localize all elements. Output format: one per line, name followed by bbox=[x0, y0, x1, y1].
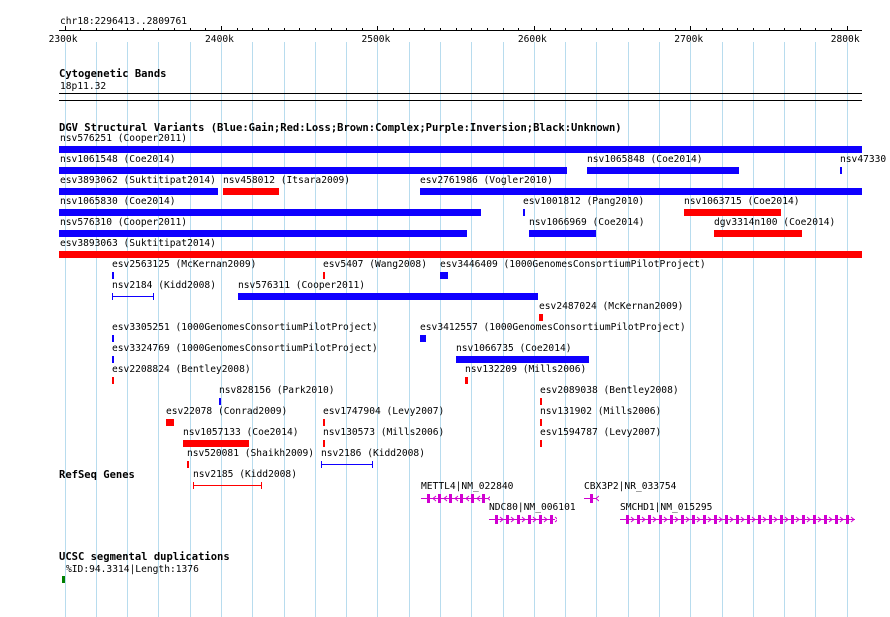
dgv-feature-label: esv1747904 (Levy2007) bbox=[323, 406, 445, 417]
dgv-feature-bar[interactable] bbox=[59, 230, 467, 237]
dgv-feature-label: nsv520081 (Shaikh2009) bbox=[187, 448, 315, 459]
dgv-feature-label: nsv47330 bbox=[840, 154, 887, 165]
ruler-tick-label: 2300k bbox=[48, 34, 78, 45]
dgv-feature-label: esv22078 (Conrad2009) bbox=[166, 406, 288, 417]
dgv-feature-bar[interactable] bbox=[59, 146, 862, 153]
refseq-track-title: RefSeq Genes bbox=[59, 469, 135, 481]
dgv-feature-bar[interactable] bbox=[59, 251, 862, 258]
dgv-feature-label: esv1594787 (Levy2007) bbox=[540, 427, 662, 438]
dgv-feature-label: esv5407 (Wang2008) bbox=[323, 259, 427, 270]
dgv-feature-label: esv2089038 (Bentley2008) bbox=[540, 385, 679, 396]
dgv-feature-bar[interactable] bbox=[587, 167, 739, 174]
dgv-feature-label: nsv1057133 (Coe2014) bbox=[183, 427, 299, 438]
dgv-feature-bar[interactable] bbox=[238, 293, 538, 300]
dgv-feature-bar[interactable] bbox=[219, 398, 221, 405]
dgv-feature-label: esv3324769 (1000GenomesConsortiumPilotProject) bbox=[112, 343, 378, 354]
dgv-feature-bar[interactable] bbox=[440, 272, 448, 279]
dgv-feature-bar[interactable] bbox=[714, 230, 802, 237]
dgv-feature-bar[interactable] bbox=[465, 377, 468, 384]
dgv-feature-label: nsv1061548 (Coe2014) bbox=[60, 154, 176, 165]
dgv-feature-label: nsv1066735 (Coe2014) bbox=[456, 343, 572, 354]
dgv-feature-bar[interactable] bbox=[420, 335, 426, 342]
refseq-gene-label: METTL4|NM_022840 bbox=[421, 481, 514, 492]
dgv-feature-label: nsv130573 (Mills2006) bbox=[323, 427, 445, 438]
dgv-feature-span[interactable] bbox=[321, 461, 373, 468]
dgv-feature-bar[interactable] bbox=[540, 440, 542, 447]
ruler-tick-label: 2700k bbox=[674, 34, 704, 45]
dgv-span-line bbox=[194, 485, 261, 486]
segdup-feature-bar[interactable] bbox=[62, 576, 65, 583]
ruler-tick-label: 2600k bbox=[517, 34, 547, 45]
dgv-feature-label: esv2761986 (Vogler2010) bbox=[420, 175, 553, 186]
refseq-gene-label: SMCHD1|NM_015295 bbox=[620, 502, 713, 513]
dgv-feature-label: esv3893063 (Suktitipat2014) bbox=[60, 238, 216, 249]
dgv-feature-label: nsv576251 (Cooper2011) bbox=[60, 133, 188, 144]
refseq-gene-model[interactable] bbox=[421, 493, 490, 503]
dgv-feature-bar[interactable] bbox=[684, 209, 781, 216]
region-label: chr18:2296413..2809761 bbox=[60, 16, 188, 27]
dgv-feature-label: nsv1066969 (Coe2014) bbox=[529, 217, 645, 228]
dgv-span-line bbox=[322, 464, 372, 465]
cytoband-ideogram[interactable] bbox=[59, 93, 862, 101]
dgv-feature-bar[interactable] bbox=[540, 398, 542, 405]
ruler-tick-label: 2400k bbox=[205, 34, 234, 45]
dgv-feature-label: nsv1065848 (Coe2014) bbox=[587, 154, 703, 165]
dgv-feature-label: esv3446409 (1000GenomesConsortiumPilotProject) bbox=[440, 259, 706, 270]
cytoband-label: 18p11.32 bbox=[60, 81, 107, 92]
dgv-feature-label: esv2487024 (McKernan2009) bbox=[539, 301, 684, 312]
dgv-feature-label: esv2563125 (McKernan2009) bbox=[112, 259, 257, 270]
dgv-feature-label: nsv132209 (Mills2006) bbox=[465, 364, 587, 375]
dgv-feature-label: nsv576311 (Cooper2011) bbox=[238, 280, 366, 291]
dgv-feature-bar[interactable] bbox=[323, 419, 325, 426]
refseq-gene-label: NDC80|NM_006101 bbox=[489, 502, 576, 513]
dgv-feature-label: nsv2185 (Kidd2008) bbox=[193, 469, 297, 480]
dgv-feature-bar[interactable] bbox=[529, 230, 596, 237]
cytoband-track-title: Cytogenetic Bands bbox=[59, 68, 167, 80]
segdup-track-title: UCSC segmental duplications bbox=[59, 551, 230, 563]
dgv-feature-label: nsv2186 (Kidd2008) bbox=[321, 448, 425, 459]
dgv-feature-bar[interactable] bbox=[112, 335, 114, 342]
dgv-feature-bar[interactable] bbox=[840, 167, 842, 174]
dgv-feature-bar[interactable] bbox=[183, 440, 249, 447]
dgv-feature-bar[interactable] bbox=[112, 377, 114, 384]
dgv-feature-bar[interactable] bbox=[523, 209, 525, 216]
ruler-tick-label: 2500k bbox=[361, 34, 391, 45]
dgv-feature-bar[interactable] bbox=[323, 272, 325, 279]
dgv-feature-label: dgv3314n100 (Coe2014) bbox=[714, 217, 836, 228]
dgv-feature-bar[interactable] bbox=[187, 461, 189, 468]
segdup-label: %ID:94.3314|Length:1376 bbox=[66, 564, 199, 575]
dgv-feature-label: esv3305251 (1000GenomesConsortiumPilotProject) bbox=[112, 322, 378, 333]
dgv-feature-bar[interactable] bbox=[456, 356, 589, 363]
dgv-feature-bar[interactable] bbox=[112, 356, 114, 363]
dgv-span-line bbox=[113, 296, 153, 297]
dgv-feature-label: nsv576310 (Cooper2011) bbox=[60, 217, 188, 228]
dgv-feature-label: nsv828156 (Park2010) bbox=[219, 385, 335, 396]
dgv-feature-bar[interactable] bbox=[59, 188, 218, 195]
dgv-feature-bar[interactable] bbox=[166, 419, 174, 426]
dgv-feature-label: nsv131902 (Mills2006) bbox=[540, 406, 662, 417]
dgv-feature-label: esv3893062 (Suktitipat2014) bbox=[60, 175, 216, 186]
dgv-feature-label: nsv458012 (Itsara2009) bbox=[223, 175, 351, 186]
dgv-feature-bar[interactable] bbox=[59, 167, 567, 174]
dgv-feature-label: nsv2184 (Kidd2008) bbox=[112, 280, 216, 291]
dgv-feature-bar[interactable] bbox=[540, 419, 542, 426]
refseq-gene-model[interactable] bbox=[620, 514, 857, 524]
dgv-feature-label: esv3412557 (1000GenomesConsortiumPilotProject) bbox=[420, 322, 686, 333]
dgv-feature-bar[interactable] bbox=[223, 188, 279, 195]
refseq-gene-model[interactable] bbox=[489, 514, 557, 524]
dgv-track-title: DGV Structural Variants (Blue:Gain;Red:Loss;Brown:Complex;Purple:Inversion;Black:Unknown) bbox=[59, 122, 622, 134]
dgv-feature-label: nsv1065830 (Coe2014) bbox=[60, 196, 176, 207]
dgv-feature-span[interactable] bbox=[193, 482, 262, 489]
refseq-gene-model[interactable] bbox=[584, 493, 599, 503]
refseq-gene-label: CBX3P2|NR_033754 bbox=[584, 481, 677, 492]
dgv-feature-label: nsv1063715 (Coe2014) bbox=[684, 196, 800, 207]
dgv-feature-bar[interactable] bbox=[59, 209, 481, 216]
dgv-feature-label: esv1001812 (Pang2010) bbox=[523, 196, 645, 207]
dgv-feature-bar[interactable] bbox=[112, 272, 114, 279]
dgv-feature-bar[interactable] bbox=[420, 188, 862, 195]
ruler-tick-label: 2800k bbox=[830, 34, 860, 45]
dgv-feature-bar[interactable] bbox=[323, 440, 325, 447]
dgv-feature-label: esv2208824 (Bentley2008) bbox=[112, 364, 251, 375]
dgv-feature-bar[interactable] bbox=[539, 314, 543, 321]
dgv-feature-span[interactable] bbox=[112, 293, 154, 300]
